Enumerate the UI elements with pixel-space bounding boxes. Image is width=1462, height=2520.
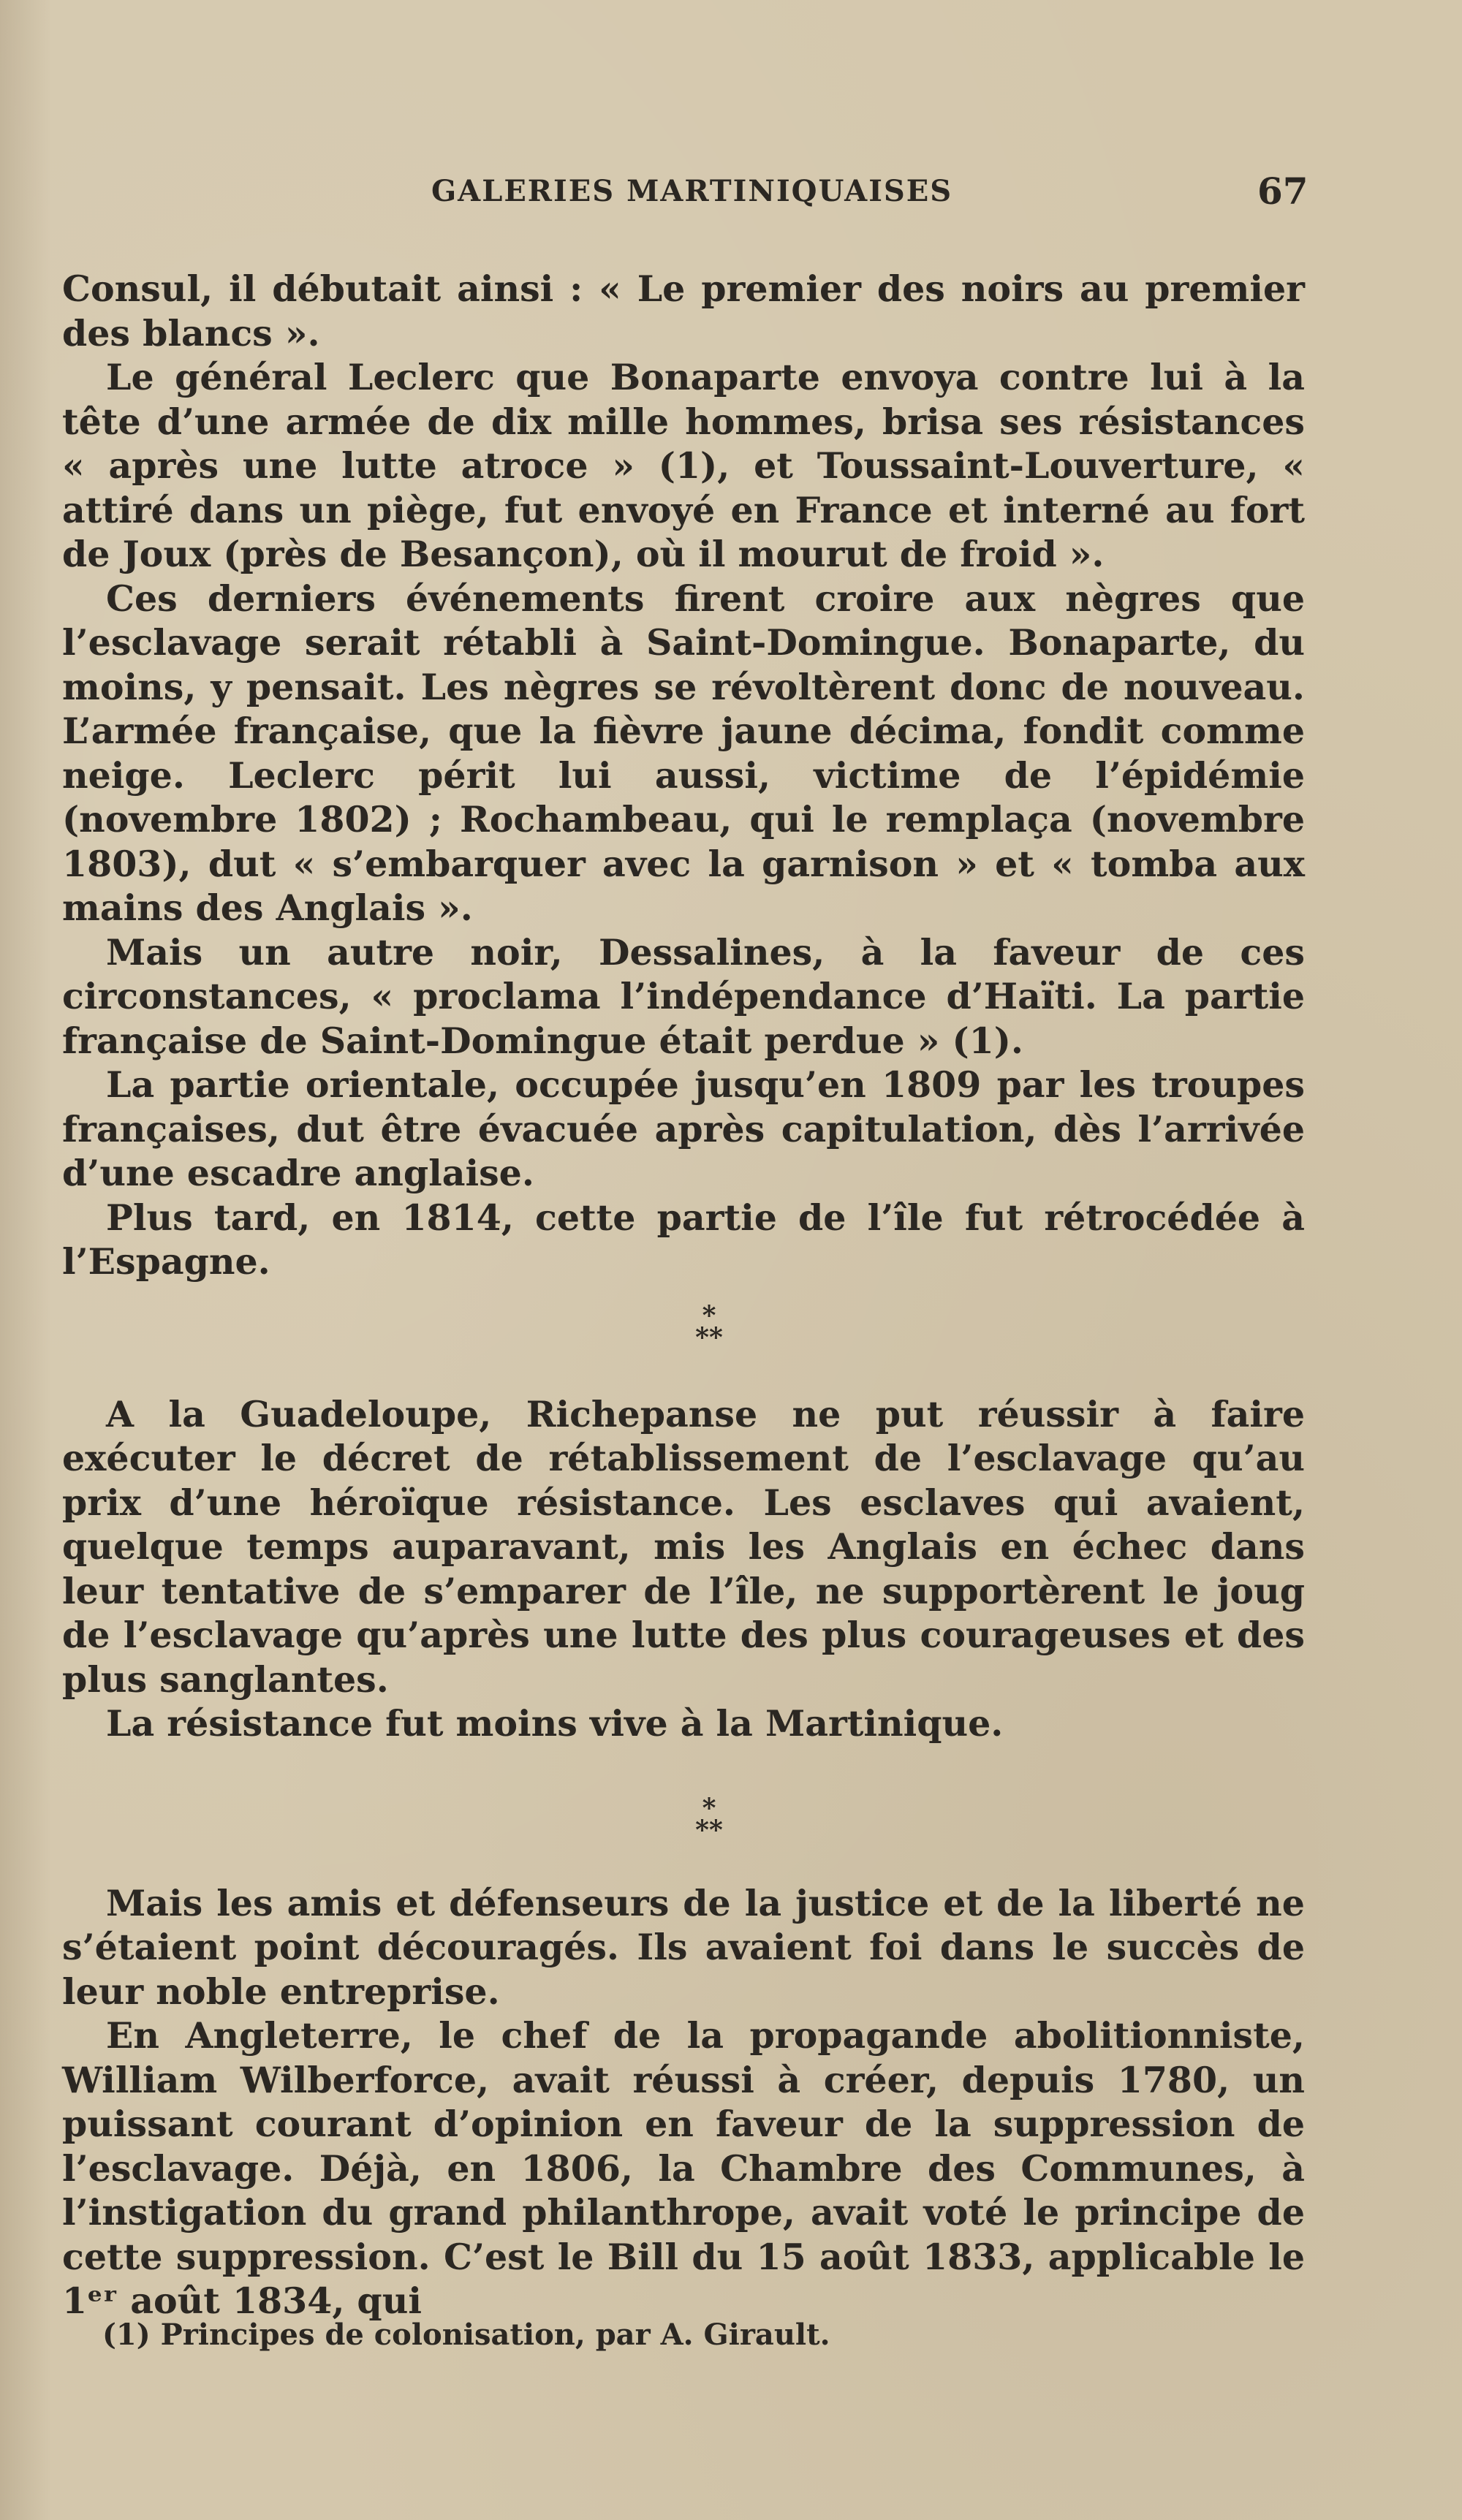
section-break-ornament — [62, 1299, 1305, 1353]
page-number: 67 — [1257, 170, 1308, 213]
asterism-bottom: ** — [695, 1321, 723, 1353]
running-head — [0, 170, 1462, 221]
paragraph: La partie orientale, occupée jusqu’en 1809 par les troupes françaises, dut être évacuée après capitulation, dès l’arrivée d’une escadre anglaise. — [62, 1063, 1305, 1194]
paragraph: Plus tard, en 1814, cette partie de l’île fut rétrocédée à l’Espagne. — [62, 1196, 1305, 1283]
paragraph: Le général Leclerc que Bonaparte envoya contre lui à la tête d’une armée de dix mille hommes, brisa ses résistances « après une lutte atroce » (1), et Toussaint-Louverture, « attiré dans un piège, fut envoyé en France et interné au fort de Joux (près de Besançon), où il mourut de froid ». — [62, 356, 1305, 575]
paragraph: La résistance fut moins vive à la Martinique. — [106, 1702, 1004, 1745]
footnote: (1) Principes de colonisation, par A. Girault. — [102, 2318, 830, 2352]
asterism-bottom: ** — [695, 1814, 723, 1845]
paragraph: Ces derniers événements firent croire aux nègres que l’esclavage serait rétabli à Saint-Domingue. Bonaparte, du moins, y pensait. Les nègres se révoltèrent donc de nouveau. L’armée française, que la fièvre jaune décima, fondit comme neige. Leclerc périt lui aussi, victime de l’épidémie (novembre 1802) ; Rochambeau, qui le remplaça (novembre 1803), dut « s’embarquer avec la garnison » et « tomba aux mains des Anglais ». — [62, 577, 1305, 929]
paragraph: Mais un autre noir, Dessalines, à la faveur de ces circonstances, « proclama l’indépendance d’Haïti. La partie française de Saint-Domingue était perdue » (1). — [62, 930, 1305, 1062]
paragraph: A la Guadeloupe, Richepanse ne put réussir à faire exécuter le décret de rétablissement de l’esclavage qu’au prix d’une héroïque résistance. Les esclaves qui avaient, quelque temps auparavant, mis les Anglais en échec dans leur tentative de s’emparer de l’île, ne supportèrent le joug de l’esclavage qu’après une lutte des plus courageuses et des plus sanglantes. — [62, 1392, 1305, 1701]
section-break-ornament — [62, 1792, 1305, 1845]
paragraph: En Angleterre, le chef de la propagande abolitionniste, William Wilberforce, avait réussi à créer, depuis 1780, un puissant courant d’opinion en faveur de la suppression de l’esclavage. Déjà, en 1806, la Chambre des Communes, à l’instigation du grand philanthrope, avait voté le principe de cette suppression. C’est le Bill du 15 août 1833, applicable le 1ᵉʳ août 1834, qui — [62, 2014, 1305, 2322]
paragraph: Mais les amis et défenseurs de la justice et de la liberté ne s’étaient point découragés. Ils avaient foi dans le succès de leur noble entreprise. — [62, 1881, 1305, 2013]
paragraph: Consul, il débutait ainsi : « Le premier des noirs au premier des blancs ». — [62, 267, 1305, 354]
asterism-top: * — [702, 1299, 716, 1331]
running-title: GALERIES MARTINIQUAISES — [431, 174, 953, 208]
body-text — [62, 267, 1305, 2323]
asterism-top: * — [702, 1792, 716, 1823]
